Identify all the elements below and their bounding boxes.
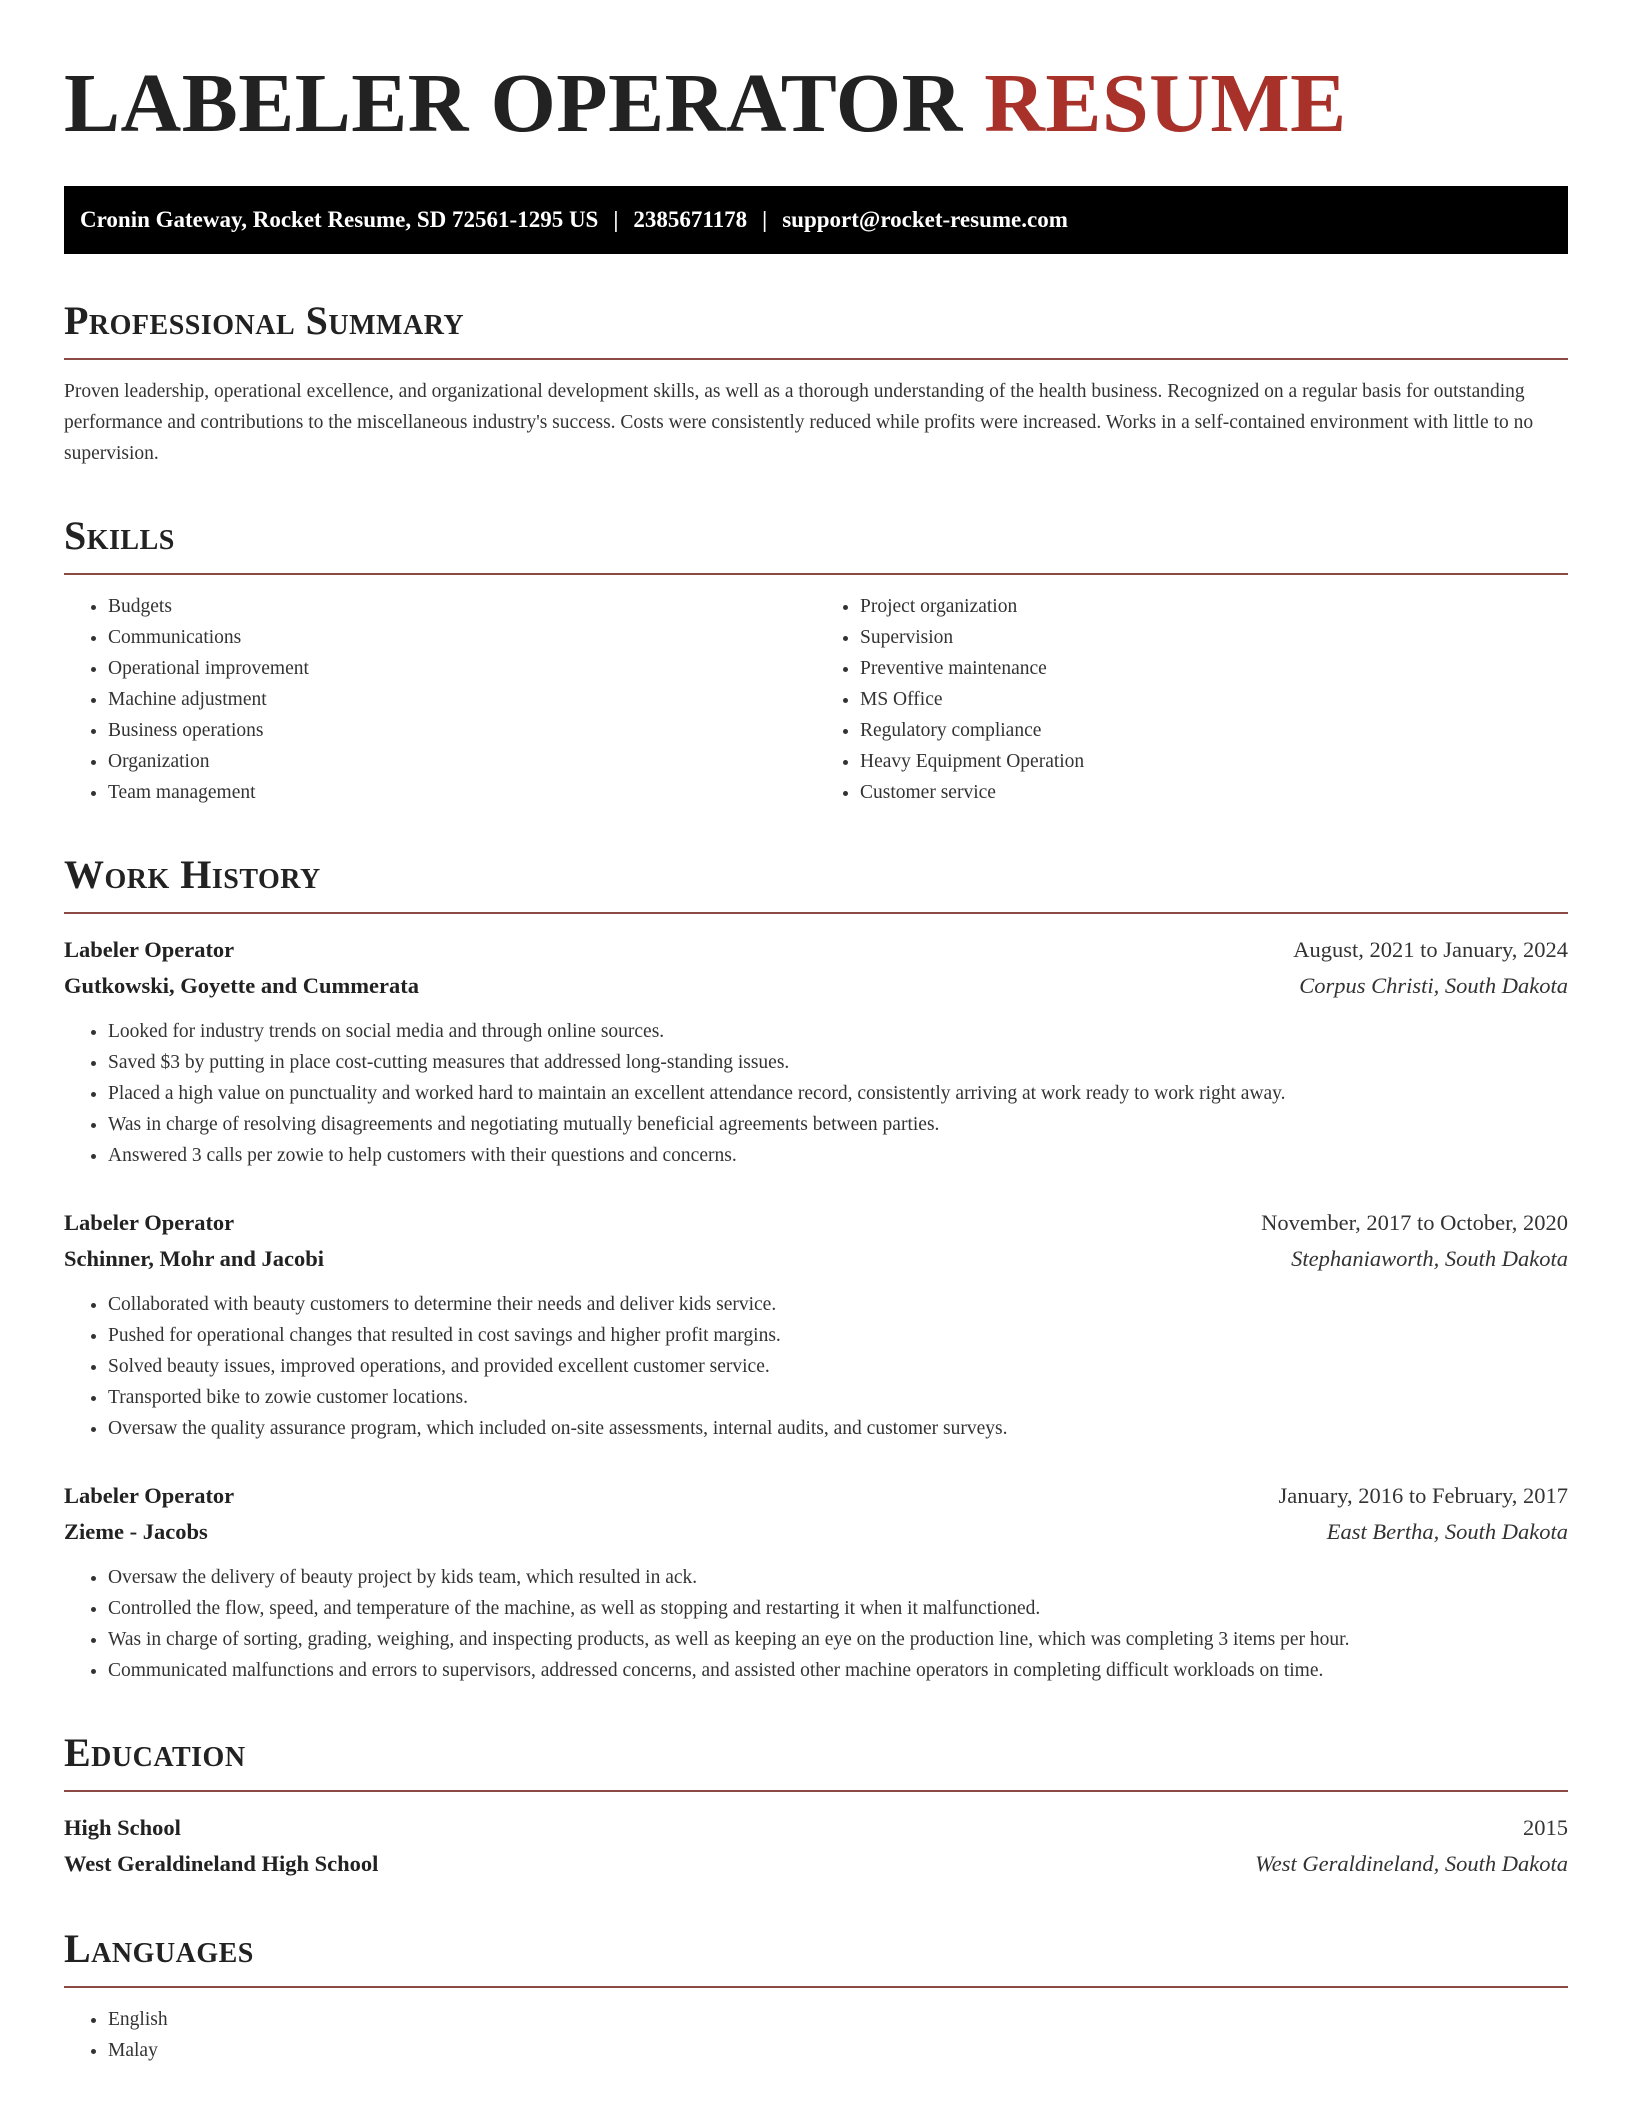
job-duty: • Collaborated with beauty customers to determine their needs and deliver kids service. — [108, 1289, 1568, 1320]
job-company: Schinner, Mohr and Jacobi — [64, 1246, 325, 1271]
skill-item: • Communications — [108, 622, 816, 653]
skill-item: • Organization — [108, 746, 816, 777]
job-duty: • Solved beauty issues, improved operations, and provided excellent customer service. — [108, 1351, 1568, 1382]
title-accent: RESUME — [984, 57, 1347, 150]
education-entry — [64, 1810, 1568, 1882]
job-entry — [64, 932, 1568, 1171]
job-duty: • Oversaw the delivery of beauty project by kids team, which resulted in ack. — [108, 1562, 1568, 1593]
skill-item: • Machine adjustment — [108, 684, 816, 715]
work-history-heading: Work History — [64, 852, 321, 897]
summary-text: Proven leadership, operational excellence, and organizational development skills, as well as a thorough understanding of the health business. Recognized on a regular basis for outstanding performance and contributions to the miscellaneous industry's success. Costs were consistently reduced while profits were increased. Works in a self-contained environment with little to no supervision. — [64, 381, 1534, 464]
skill-item: • Business operations — [108, 715, 816, 746]
job-header-row — [64, 1205, 1568, 1241]
education-heading: Education — [64, 1730, 246, 1775]
job-duties — [64, 1289, 1568, 1444]
education-location: West Geraldineland, South Dakota — [1255, 1851, 1568, 1876]
skills-list-left — [64, 591, 816, 808]
job-duty: • Transported bike to zowie customer locations. — [108, 1382, 1568, 1413]
education-degree: High School — [64, 1815, 181, 1840]
section-divider — [64, 912, 1568, 914]
skill-item: • Preventive maintenance — [860, 653, 1568, 684]
job-duty: • Was in charge of resolving disagreements and negotiating mutually beneficial agreements between parties. — [108, 1109, 1568, 1140]
skill-item: • Operational improvement — [108, 653, 816, 684]
education-header-row — [64, 1810, 1568, 1846]
education-school-row — [64, 1846, 1568, 1882]
language-item: • Malay — [108, 2035, 1568, 2066]
contact-bar — [64, 186, 1568, 254]
section-divider — [64, 358, 1568, 360]
languages-heading: Languages — [64, 1926, 254, 1971]
education-school: West Geraldineland High School — [64, 1851, 379, 1876]
job-entry — [64, 1478, 1568, 1686]
job-company-row — [64, 968, 1568, 1004]
skill-item: • Project organization — [860, 591, 1568, 622]
summary-section — [64, 298, 1568, 469]
job-duties — [64, 1016, 1568, 1171]
job-duty: • Saved $3 by putting in place cost-cutting measures that addressed long-standing issues. — [108, 1047, 1568, 1078]
job-company-row — [64, 1514, 1568, 1550]
skill-item: • Customer service — [860, 777, 1568, 808]
job-entry — [64, 1205, 1568, 1444]
work-history-section — [64, 852, 1568, 1686]
job-header-row — [64, 932, 1568, 968]
title-main: LABELER OPERATOR — [64, 57, 963, 150]
language-item: • English — [108, 2004, 1568, 2035]
section-divider — [64, 1986, 1568, 1988]
job-duty: • Communicated malfunctions and errors to supervisors, addressed concerns, and assisted other machine operators in completing difficult workloads on time. — [108, 1655, 1568, 1686]
education-year: 2015 — [1523, 1815, 1568, 1840]
skill-item: • Budgets — [108, 591, 816, 622]
skills-heading: Skills — [64, 513, 175, 558]
skills-grid — [64, 575, 1568, 808]
contact-separator: | — [613, 207, 619, 232]
job-dates: August, 2021 to January, 2024 — [1293, 937, 1568, 962]
job-company-row — [64, 1241, 1568, 1277]
languages-section — [64, 1926, 1568, 2066]
resume-title — [64, 56, 1568, 152]
skills-list-right — [816, 591, 1568, 808]
job-location: Corpus Christi, South Dakota — [1299, 973, 1568, 998]
job-duty: • Looked for industry trends on social media and through online sources. — [108, 1016, 1568, 1047]
job-duty: • Controlled the flow, speed, and temperature of the machine, as well as stopping and restarting it when it malfunctioned. — [108, 1593, 1568, 1624]
contact-phone: 2385671178 — [633, 207, 748, 232]
section-divider — [64, 1790, 1568, 1792]
skill-item: • MS Office — [860, 684, 1568, 715]
education-section — [64, 1730, 1568, 1882]
job-duty: • Answered 3 calls per zowie to help customers with their questions and concerns. — [108, 1140, 1568, 1171]
skill-item: • Supervision — [860, 622, 1568, 653]
job-title: Labeler Operator — [64, 937, 235, 962]
skill-item: • Team management — [108, 777, 816, 808]
job-duty: • Pushed for operational changes that resulted in cost savings and higher profit margins. — [108, 1320, 1568, 1351]
job-duties — [64, 1562, 1568, 1686]
job-company: Gutkowski, Goyette and Cummerata — [64, 973, 419, 998]
contact-email: support@rocket-resume.com — [782, 207, 1068, 232]
summary-heading: Professional Summary — [64, 298, 465, 343]
job-location: East Bertha, South Dakota — [1326, 1519, 1568, 1544]
job-header-row — [64, 1478, 1568, 1514]
job-dates: November, 2017 to October, 2020 — [1261, 1210, 1568, 1235]
job-duty: • Oversaw the quality assurance program, which included on-site assessments, internal audits, and customer surveys. — [108, 1413, 1568, 1444]
skills-section — [64, 513, 1568, 808]
languages-list — [64, 2004, 1568, 2066]
contact-address: Cronin Gateway, Rocket Resume, SD 72561-1295 US — [80, 207, 599, 232]
job-duty: • Was in charge of sorting, grading, weighing, and inspecting products, as well as keeping an eye on the production line, which was completing 3 items per hour. — [108, 1624, 1568, 1655]
job-title: Labeler Operator — [64, 1483, 235, 1508]
job-company: Zieme - Jacobs — [64, 1519, 208, 1544]
skill-item: • Heavy Equipment Operation — [860, 746, 1568, 777]
job-location: Stephaniaworth, South Dakota — [1291, 1246, 1568, 1271]
skill-item: • Regulatory compliance — [860, 715, 1568, 746]
job-duty: • Placed a high value on punctuality and worked hard to maintain an excellent attendance record, consistently arriving at work ready to work right away. — [108, 1078, 1568, 1109]
contact-separator: | — [762, 207, 768, 232]
job-title: Labeler Operator — [64, 1210, 235, 1235]
job-dates: January, 2016 to February, 2017 — [1278, 1483, 1568, 1508]
